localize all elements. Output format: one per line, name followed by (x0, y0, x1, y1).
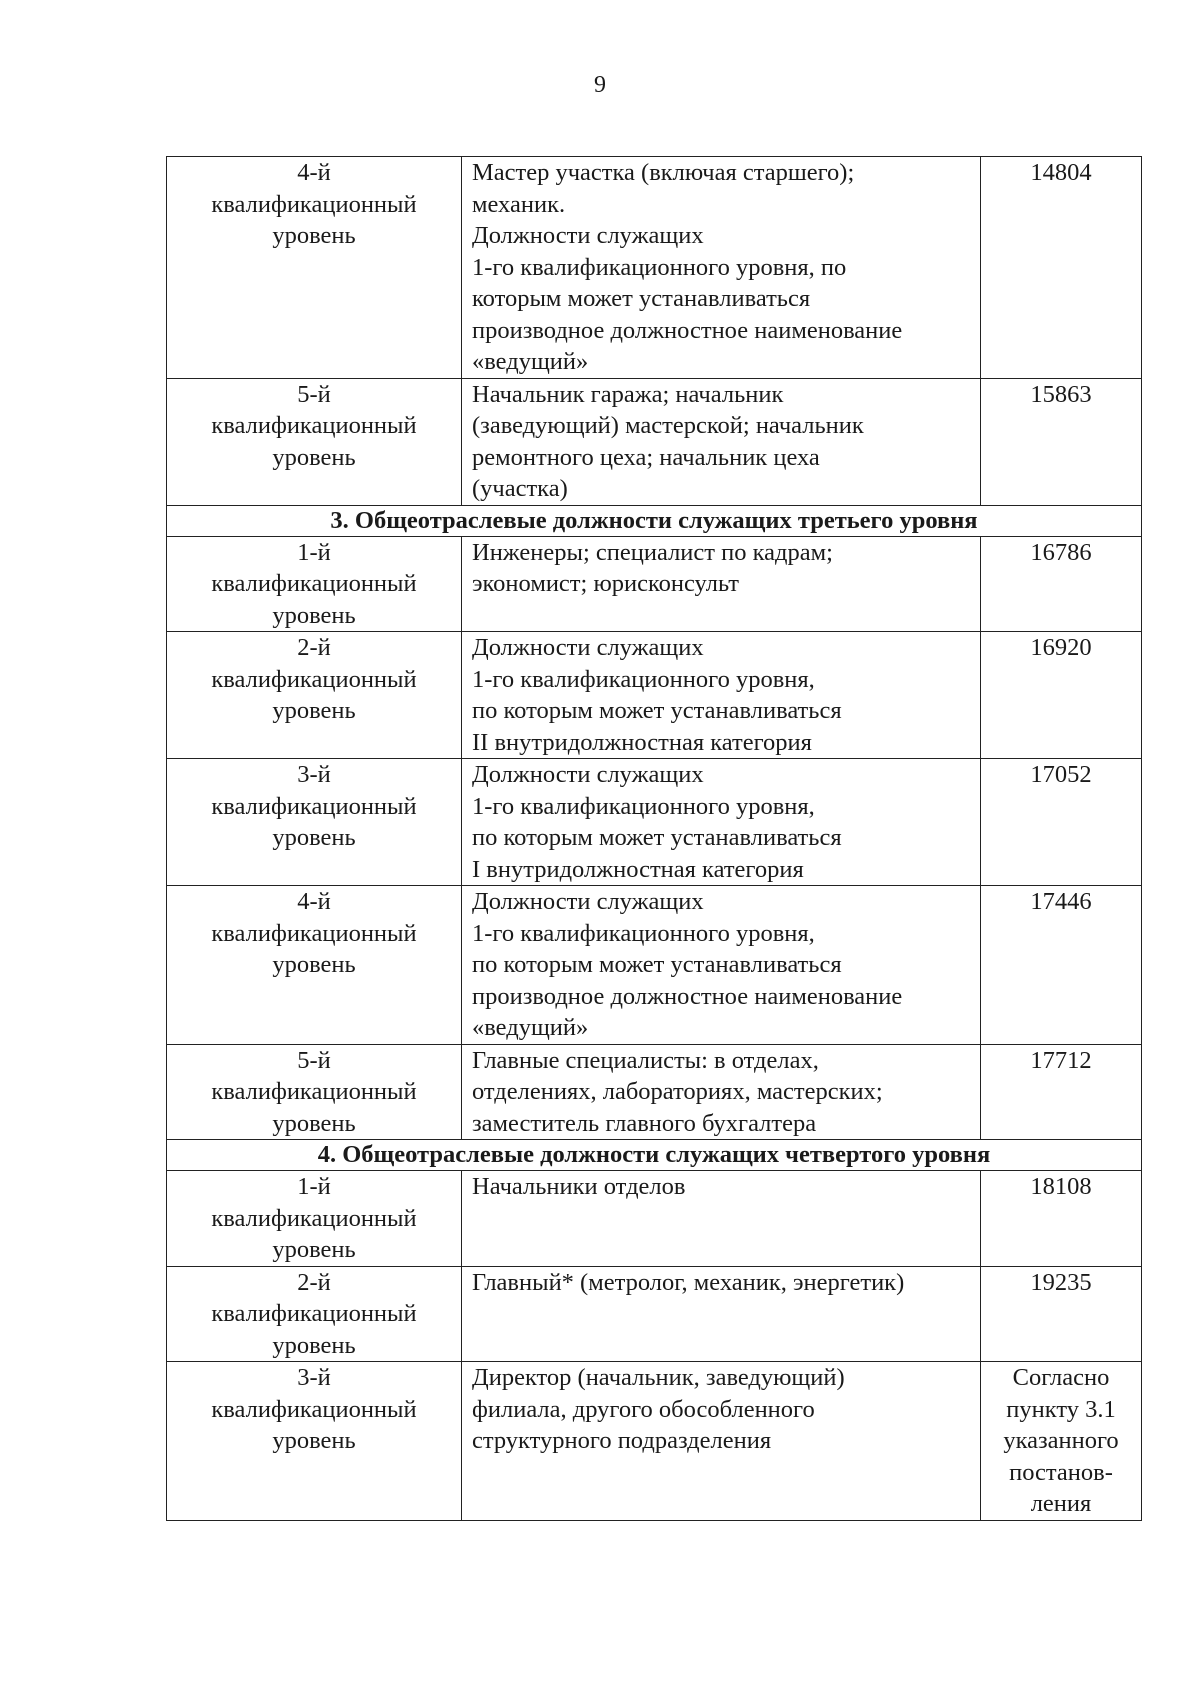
salary-line: 14804 (1030, 159, 1092, 186)
qualification-level-cell (167, 157, 462, 379)
table-row (167, 157, 1142, 379)
qualification-level-cell (167, 536, 462, 632)
position-line: которым может устанавливаться (472, 285, 811, 312)
position-line: механик. (472, 190, 566, 218)
position-line: 1-го квалификационного уровня, (472, 919, 815, 947)
level-line: квалификационный (211, 1204, 417, 1232)
salary-line: 15863 (1030, 380, 1092, 408)
salary-line: 17712 (1030, 1046, 1092, 1074)
position-line: II внутридолжностная категория (472, 728, 812, 756)
position-line: производное должностное наименование (472, 316, 903, 344)
qualification-level-cell (167, 1266, 462, 1362)
level-line: 2-й (297, 1268, 331, 1296)
position-list-cell (462, 1362, 981, 1521)
position-list-cell (462, 378, 981, 505)
position-list-cell (462, 1171, 981, 1267)
salary-cell (981, 886, 1142, 1045)
level-line: 1-й (297, 1173, 331, 1200)
position-line: (заведующий) мастерской; начальник (472, 412, 864, 439)
qualification-level-cell (167, 1171, 462, 1267)
position-line: производное должностное наименование (472, 982, 903, 1010)
level-line: 3-й (297, 761, 331, 788)
position-line: 1-го квалификационного уровня, (472, 665, 815, 693)
table-row (167, 536, 1142, 632)
level-line: квалификационный (211, 190, 417, 218)
level-line: 5-й (297, 1046, 331, 1074)
section-header-row (167, 1140, 1142, 1171)
position-line: по которым может устанавливаться (472, 824, 842, 851)
position-line: I внутридолжностная категория (472, 855, 804, 883)
table-row (167, 1044, 1142, 1140)
salary-cell (981, 157, 1142, 379)
qualification-level-cell (167, 886, 462, 1045)
salary-line: указанного (1003, 1427, 1119, 1454)
position-line: Начальники отделов (472, 1173, 686, 1200)
salary-line: 17446 (1030, 888, 1092, 915)
salary-line: 17052 (1030, 761, 1092, 788)
level-line: уровень (272, 951, 356, 978)
table-body (167, 157, 1142, 1521)
level-line: 2-й (297, 634, 331, 661)
salary-line: ления (1030, 1490, 1092, 1517)
position-line: Должности служащих (472, 634, 704, 661)
position-line: заместитель главного бухгалтера (472, 1109, 817, 1137)
position-line: структурного подразделения (472, 1427, 772, 1454)
position-line: филиала, другого обособленного (472, 1395, 815, 1423)
table-row (167, 632, 1142, 759)
position-line: «ведущий» (472, 348, 589, 375)
level-line: квалификационный (211, 1300, 417, 1327)
position-line: Главные специалисты: в отделах, (472, 1046, 819, 1074)
position-line: по которым может устанавливаться (472, 697, 842, 724)
level-line: уровень (272, 1236, 356, 1263)
level-line: 1-й (297, 538, 331, 566)
salary-cell (981, 1266, 1142, 1362)
level-line: уровень (272, 443, 356, 471)
table-row (167, 759, 1142, 886)
level-line: 5-й (297, 380, 331, 408)
level-line: квалификационный (211, 1395, 417, 1423)
level-line: уровень (272, 1331, 356, 1359)
salary-cell (981, 378, 1142, 505)
level-line: уровень (272, 222, 356, 249)
position-line: (участка) (472, 475, 568, 502)
level-line: квалификационный (211, 665, 417, 693)
level-line: квалификационный (211, 792, 417, 820)
level-line: 4-й (297, 159, 331, 186)
qualification-level-cell (167, 1044, 462, 1140)
position-line: по которым может устанавливаться (472, 951, 842, 978)
qualification-level-cell (167, 759, 462, 886)
position-line: 1-го квалификационного уровня, (472, 792, 815, 820)
position-line: Мастер участка (включая старшего); (472, 159, 855, 186)
salary-line: 16920 (1030, 634, 1092, 661)
position-line: отделениях, лабораториях, мастерских; (472, 1078, 883, 1105)
level-line: уровень (272, 824, 356, 851)
salary-line: 19235 (1030, 1268, 1092, 1296)
qualification-level-cell (167, 378, 462, 505)
table-row (167, 886, 1142, 1045)
section-header: 4. Общеотраслевые должности служащих четвертого уровня (167, 1140, 1142, 1171)
position-line: Инженеры; специалист по кадрам; (472, 538, 833, 566)
level-line: уровень (272, 697, 356, 724)
position-line: Должности служащих (472, 222, 704, 249)
level-line: квалификационный (211, 919, 417, 947)
position-list-cell (462, 632, 981, 759)
table-row (167, 1171, 1142, 1267)
qualification-level-cell (167, 632, 462, 759)
position-line: Начальник гаража; начальник (472, 380, 784, 408)
position-list-cell (462, 536, 981, 632)
level-line: уровень (272, 1109, 356, 1137)
salary-cell (981, 1044, 1142, 1140)
section-header: 3. Общеотраслевые должности служащих третьего уровня (167, 505, 1142, 536)
salary-line: постанов- (1009, 1458, 1113, 1486)
position-line: Главный* (метролог, механик, энергетик) (472, 1268, 905, 1296)
position-line: Должности служащих (472, 888, 704, 915)
salary-cell (981, 759, 1142, 886)
salary-line: 16786 (1030, 538, 1092, 566)
position-line: ремонтного цеха; начальник цеха (472, 443, 820, 471)
page-number: 9 (594, 72, 606, 98)
position-list-cell (462, 157, 981, 379)
level-line: 3-й (297, 1364, 331, 1391)
position-list-cell (462, 1044, 981, 1140)
level-line: уровень (272, 1427, 356, 1454)
salary-cell (981, 536, 1142, 632)
salary-line: Согласно (1012, 1364, 1110, 1391)
section-header-row (167, 505, 1142, 536)
salary-table (166, 156, 1142, 1521)
level-line: квалификационный (211, 412, 417, 439)
position-line: 1-го квалификационного уровня, по (472, 253, 847, 281)
position-line: «ведущий» (472, 1014, 589, 1041)
table-row (167, 378, 1142, 505)
level-line: уровень (272, 601, 356, 629)
position-list-cell (462, 886, 981, 1045)
salary-line: пункту 3.1 (1006, 1395, 1116, 1423)
position-line: Должности служащих (472, 761, 704, 788)
position-list-cell (462, 1266, 981, 1362)
level-line: 4-й (297, 888, 331, 915)
salary-line: 18108 (1030, 1173, 1092, 1200)
table-row (167, 1362, 1142, 1521)
salary-cell (981, 1362, 1142, 1521)
qualification-level-cell (167, 1362, 462, 1521)
salary-cell (981, 1171, 1142, 1267)
position-list-cell (462, 759, 981, 886)
level-line: квалификационный (211, 1078, 417, 1105)
salary-cell (981, 632, 1142, 759)
table-row (167, 1266, 1142, 1362)
level-line: квалификационный (211, 570, 417, 597)
position-line: экономист; юрисконсульт (472, 570, 739, 597)
position-line: Директор (начальник, заведующий) (472, 1364, 845, 1391)
